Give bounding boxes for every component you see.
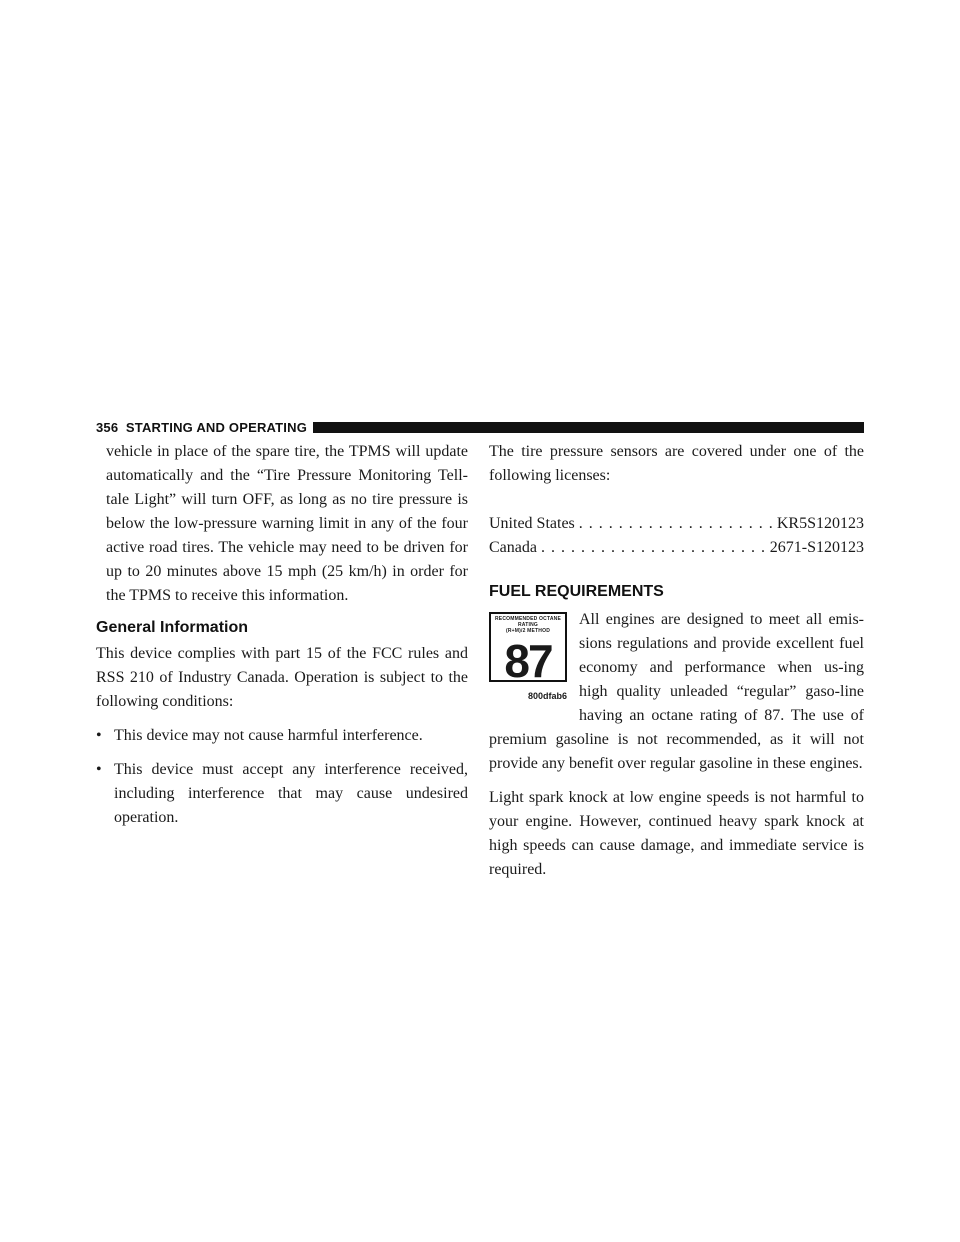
octane-label-box [489,612,567,687]
octane-rating-label [489,612,567,708]
octane-number: 87 [504,635,552,687]
licenses-intro-paragraph: The tire pressure sensors are covered under one of the following licenses: [489,443,864,484]
list-item [96,724,468,748]
fuel-section [489,608,864,776]
image-code: 800dfab6 [527,691,567,701]
list-item-text: This device must accept any interference received, including interference that may cause undesired operation. [114,761,468,826]
license-country: Canada [489,539,537,556]
right-column [489,440,864,882]
license-number: 2671-S120123 [769,539,864,556]
bullet-icon: • [96,727,102,744]
general-information-heading: General Information [96,619,249,636]
license-number: KR5S120123 [776,515,864,532]
conditions-list [96,724,468,830]
page-header-label [96,420,313,435]
license-country: United States [489,515,575,532]
general-information-paragraph: This device complies with part 15 of the FCC rules and RSS 210 of Industry Canada. Operation is subject to the following conditions: [96,645,468,710]
tpms-continued-paragraph: vehicle in place of the spare tire, the TPMS will update automatically and the “Tire Pressure Monitoring Tell-tale Light” will turn OFF, as long as no tire pressure is below the low-pressure warning limit in any of the four active road tires. The vehicle may need to be driven for up to 20 minutes above 15 mph (25 km/h) in order for the TPMS to receive this information. [106,443,468,604]
dot-leader [575,512,777,536]
bullet-icon: • [96,761,102,778]
license-row [489,536,864,560]
license-row [489,512,864,536]
left-column [96,440,468,840]
page-header [96,418,864,436]
section-title: STARTING AND OPERATING [125,419,308,435]
fuel-requirements-heading: FUEL REQUIREMENTS [489,583,664,600]
dot-leader [537,536,770,560]
header-rule [313,422,864,433]
spark-knock-paragraph: Light spark knock at low engine speeds is not harmful to your engine. However, continued heavy spark knock at high speeds can cause damage, and immediate service is required. [489,789,864,878]
list-item-text: This device may not cause harmful interference. [114,727,423,744]
octane-caption: RECOMMENDED OCTANE RATING [494,616,561,628]
page-number: 356 [96,419,119,435]
fuel-requirements-paragraph: All engines are designed to meet all emis-sions regulations and provide excellent fuel economy and performance when us-ing high quality unleaded “regular” gaso-line having an octane rating of 87. The use of premium gasoline is not recommended, as it will not provide any benefit over regular gasoline in these engines. [489,611,864,772]
octane-method: (R+M)/2 METHOD [505,628,551,634]
list-item [96,758,468,830]
